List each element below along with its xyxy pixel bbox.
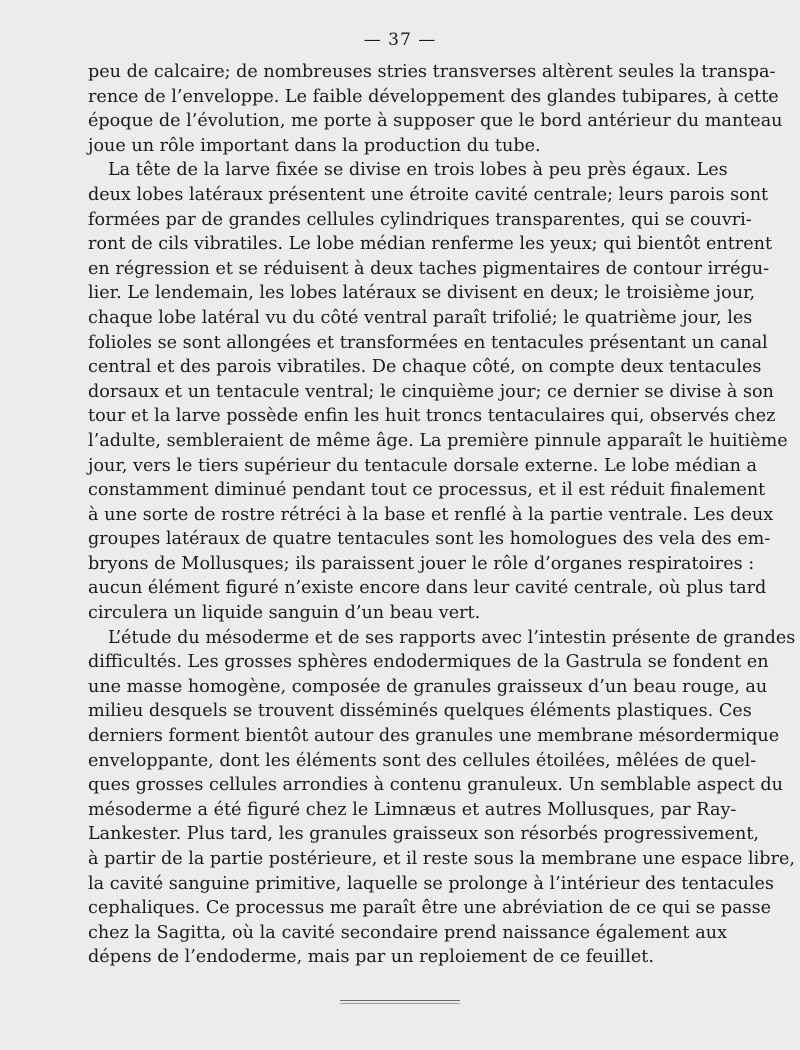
paragraph-line: deux lobes latéraux présentent une étroite cavité centrale; leurs parois sont [88, 184, 769, 205]
paragraph-3 [88, 626, 796, 970]
paragraph-line: Lankester. Plus tard, les granules graisseux son résorbés progressivement, [88, 824, 760, 845]
paragraph-line: rence de l’enveloppe. Le faible développement des glandes tubipares, à cette [88, 86, 779, 107]
paragraph-line: en régression et se réduisent à deux taches pigmentaires de contour irrégu- [88, 258, 770, 279]
paragraph-1 [88, 60, 783, 158]
paragraph-line: peu de calcaire; de nombreuses stries transverses altèrent seules la transpa- [88, 62, 776, 82]
paragraph-line: La tête de la larve fixée se divise en trois lobes à peu près égaux. Les [108, 160, 728, 181]
paragraph-line: époque de l’évolution, me porte à supposer que le bord antérieur du manteau [88, 111, 783, 132]
paragraph-line: ront de cils vibratiles. Le lobe médian renferme les yeux; qui bientôt entrent [88, 234, 773, 255]
paragraph-line: derniers forment bientôt autour des granules une membrane mésordermique [88, 726, 780, 747]
paragraph-line: cephaliques. Ce processus me paraît être une abréviation de ce qui se passe [88, 898, 772, 919]
paragraph-line: milieu desquels se trouvent disséminés quelques éléments plastiques. Ces [88, 701, 752, 722]
paragraph-line: tour et la larve possède enfin les huit troncs tentaculaires qui, observés chez [88, 406, 776, 427]
paragraph-line: difficultés. Les grosses sphères endodermiques de la Gastrula se fondent en [88, 652, 769, 673]
paragraph-line: lier. Le lendemain, les lobes latéraux se divisent en deux; le troisième jour, [88, 283, 756, 304]
paragraph-line: bryons de Mollusques; ils paraissent jouer le rôle d’organes respiratoires : [88, 553, 755, 574]
closing-rule [340, 1000, 460, 1001]
paragraph-line: enveloppante, dont les éléments sont des cellules étoilées, mêlées de quel- [88, 750, 757, 771]
paragraph-line: jour, vers le tiers supérieur du tentacule dorsale externe. Le lobe médian a [88, 455, 758, 476]
paragraph-line: aucun élément figuré n’existe encore dans leur cavité centrale, où plus tard [88, 578, 767, 599]
paragraph-line: dorsaux et un tentacule ventral; le cinquième jour; ce dernier se divise à son [88, 381, 774, 402]
paragraph-line: une masse homogène, composée de granules graisseux d’un beau rouge, au [88, 676, 768, 697]
paragraph-line: folioles se sont allongées et transformées en tentacules présentant un canal [88, 332, 768, 353]
paragraph-line: dépens de l’endoderme, mais par un reploiement de ce feuillet. [88, 947, 654, 968]
paragraph-line: circulera un liquide sanguin d’un beau vert. [88, 603, 481, 624]
paragraph-line: central et des parois vibratiles. De chaque côté, on compte deux tentacules [88, 357, 762, 378]
paragraph-line: groupes latéraux de quatre tentacules sont les homologues des vela des em- [88, 529, 771, 550]
paragraph-line: formées par de grandes cellules cylindriques transparentes, qui se couvri- [88, 209, 752, 230]
paragraph-line: à une sorte de rostre rétréci à la base et renflé à la partie ventrale. Les deux [88, 504, 774, 525]
body-text [88, 60, 796, 970]
page-number: — 37 — [363, 30, 437, 50]
paragraph-2 [88, 158, 788, 625]
paragraph-line: L’étude du mésoderme et de ses rapports avec l’intestin présente de grandes [108, 627, 796, 648]
paragraph-line: joue un rôle important dans la production du tube. [88, 135, 541, 156]
paragraph-line: l’adulte, sembleraient de même âge. La première pinnule apparaît le huitième [88, 430, 788, 451]
paragraph-line: chaque lobe latéral vu du côté ventral paraît trifolié; le quatrième jour, les [88, 307, 753, 328]
paragraph-line: constamment diminué pendant tout ce processus, et il est réduit finalement [88, 480, 766, 501]
paragraph-line: mésoderme a été figuré chez le Limnæus et autres Mollusques, par Ray- [88, 799, 737, 820]
paragraph-line: à partir de la partie postérieure, et il reste sous la membrane une espace libre, [88, 849, 795, 869]
paragraph-line: ques grosses cellules arrondies à contenu granuleux. Un semblable aspect du [88, 775, 783, 796]
paragraph-line: la cavité sanguine primitive, laquelle se prolonge à l’intérieur des tentacules [88, 873, 774, 894]
paragraph-line: chez la Sagitta, où la cavité secondaire prend naissance également aux [88, 922, 727, 943]
